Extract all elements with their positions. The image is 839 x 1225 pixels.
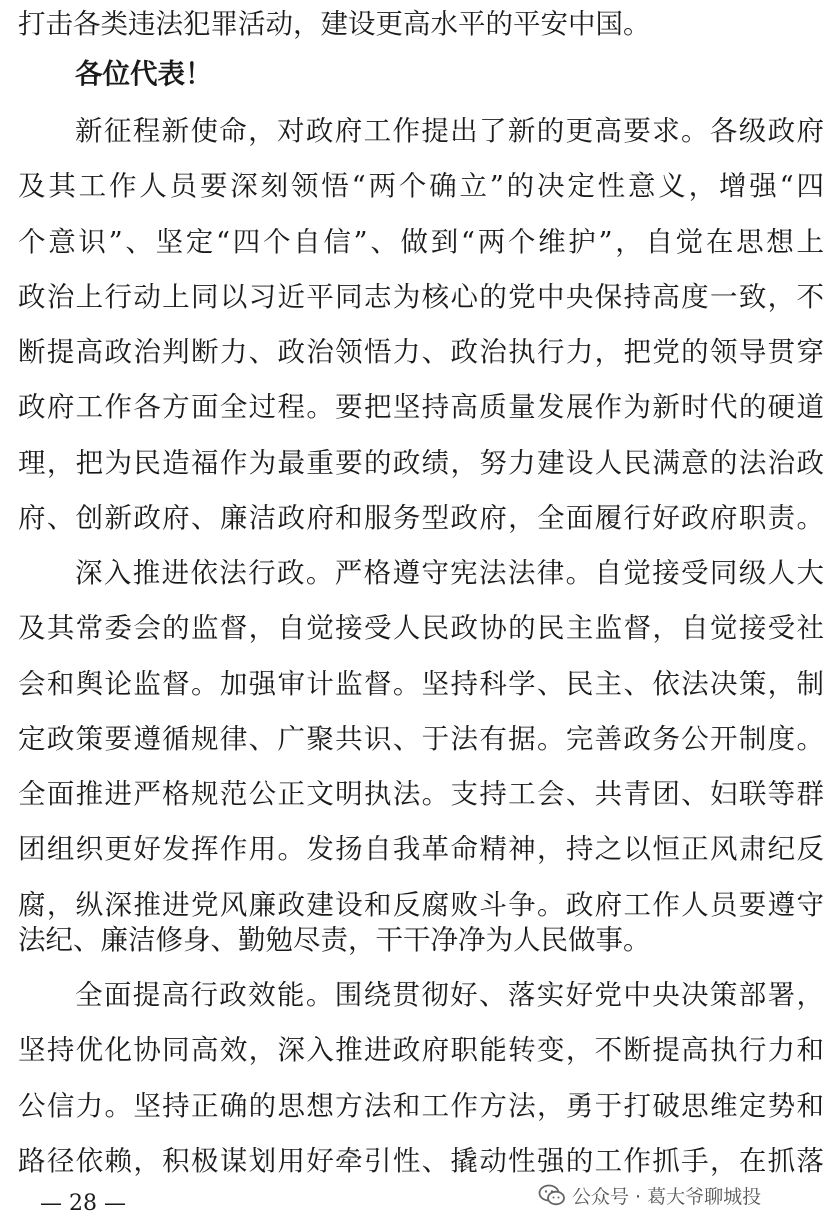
text-line: 个意识”、坚定“四个自信”、做到“两个维护”，自觉在思想上 — [18, 226, 824, 258]
text-line: 全面提高行政效能。围绕贯彻好、落实好党中央决策部署， — [75, 979, 824, 1011]
text-line: 深入推进依法行政。严格遵守宪法法律。自觉接受同级人大 — [75, 557, 824, 589]
text-line: 全面推进严格规范公正文明执法。支持工会、共青团、妇联等群 — [18, 778, 824, 810]
text-line: 理，把为民造福作为最重要的政绩，努力建设人民满意的法治政 — [18, 447, 824, 479]
text-line: 及其工作人员要深刻领悟“两个确立”的决定性意义，增强“四 — [18, 170, 824, 202]
text-line: 会和舆论监督。加强审计监督。坚持科学、民主、依法决策，制 — [18, 668, 824, 700]
text-line: 及其常委会的监督，自觉接受人民政协的民主监督，自觉接受社 — [18, 612, 824, 644]
text-line: 政府工作各方面全过程。要把坚持高质量发展作为新时代的硬道 — [18, 391, 824, 423]
text-line: 路径依赖，积极谋划用好牵引性、撬动性强的工作抓手，在抓落 — [18, 1145, 824, 1177]
text-line: 定政策要遵循规律、广聚共识、于法有据。完善政务公开制度。 — [18, 723, 824, 755]
text-line: 公信力。坚持正确的思想方法和工作方法，勇于打破思维定势和 — [18, 1090, 824, 1122]
watermark-text: 公众号 · 葛大爷聊城投 — [572, 1185, 762, 1208]
text-line: 坚持优化协同高效，深入推进政府职能转变，不断提高执行力和 — [18, 1034, 824, 1066]
text-line: 断提高政治判断力、政治领悟力、政治执行力，把党的领导贯穿 — [18, 336, 824, 368]
page-number: — 28 — — [40, 1191, 126, 1216]
watermark — [538, 1178, 761, 1212]
text-line: 团组织更好发挥作用。发扬自我革命精神，持之以恒正风肃纪反 — [18, 833, 824, 865]
text-line: 新征程新使命，对政府工作提出了新的更高要求。各级政府 — [75, 115, 824, 147]
text-line: 腐，纵深推进党风廉政建设和反腐败斗争。政府工作人员要遵守 — [18, 889, 824, 921]
section-heading: 各位代表！ — [75, 58, 213, 90]
text-line: 法纪、廉洁修身、勤勉尽责，干干净净为人民做事。 — [18, 924, 651, 956]
text-line: 政治上行动上同以习近平同志为核心的党中央保持高度一致，不 — [18, 281, 824, 313]
text-line: 打击各类违法犯罪活动，建设更高水平的平安中国。 — [18, 8, 651, 40]
wechat-icon — [538, 1183, 566, 1207]
text-line: 府、创新政府、廉洁政府和服务型政府，全面履行好政府职责。 — [18, 502, 824, 534]
